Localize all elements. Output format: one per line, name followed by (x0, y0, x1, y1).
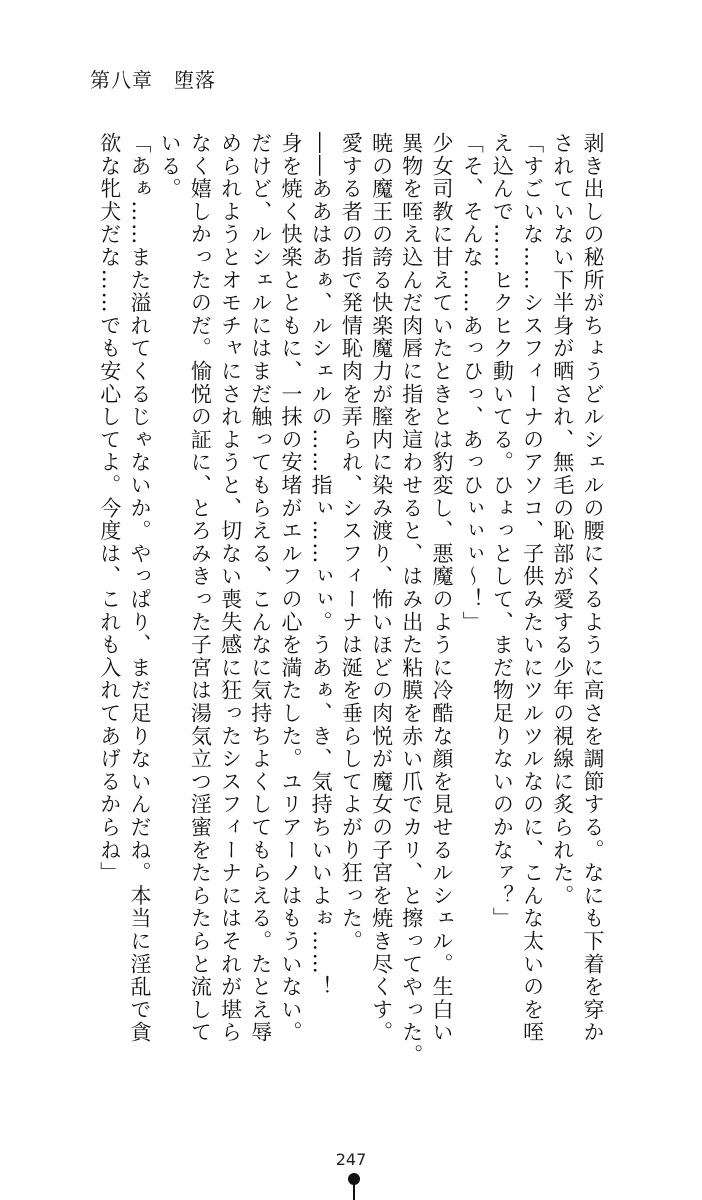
text-line: 少女司教に甘えていたときとは豹変し、悪魔のように冷酷な顔を見せるルシェル。生白い (429, 132, 454, 1044)
text-line: 暁の魔王の誇る快楽魔力が膣内に染み渡り、怖いほどの肉悦が魔女の子宮を焼き尽くす。 (369, 132, 394, 1044)
text-line: いる。 (158, 132, 183, 201)
text-line: 「すごいな……シスフィーナのアソコ、子供みたいにツルツルなのに、こんな太いのを咥 (520, 132, 545, 1044)
text-line: められようとオモチャにされようと、切ない喪失感に狂ったシスフィーナにはそれが堪ら (218, 132, 243, 1044)
text-line: 愛する者の指で発情恥肉を弄られ、シスフィーナは涎を垂らしてよがり狂った。 (339, 132, 364, 953)
text-line: されていない下半身が晒され、無毛の恥部が愛する少年の視線に炙られた。 (550, 132, 575, 908)
bookmark-line (353, 1183, 355, 1200)
vertical-text-body (90, 132, 608, 1076)
text-line: え込んで……ヒクヒク動いてる。ひょっとして、まだ物足りないのかなァ？」 (490, 132, 515, 930)
text-line: 「そ、そんな……あっひっ、あっひぃぃぃ〜！」 (460, 132, 485, 634)
text-line: 欲な牝犬だな……でも安心してよ。今度は、これも入れてあげるからね」 (97, 132, 122, 885)
page-number: 247 (335, 1150, 367, 1169)
text-line: 剥き出しの秘所がちょうどルシェルの腰にくるように高さを調節する。なにも下着を穿か (581, 132, 605, 1044)
chapter-header: 第八章 堕落 (90, 68, 216, 92)
text-line: 「あぁ……また溢れてくるじゃないか。やっぱり、まだ足りないんだね。本当に淫乱で貪 (127, 132, 152, 1044)
text-line: 身を焼く快楽とともに、一抹の安堵がエルフの心を満たした。ユリアーノはもういない。 (278, 132, 303, 1044)
text-line: だけど、ルシェルにはまだ触ってもらえる、こんなに気持ちよくしてもらえる。たとえ辱 (248, 132, 273, 1044)
text-line: 異物を咥え込んだ肉唇に指を這わせると、はみ出た粘膜を赤い爪でカリ、と擦ってやった。 (399, 132, 424, 1067)
text-line: なく嬉しかったのだ。愉悦の証に、とろみきった子宮は湯気立つ淫蜜をたらたらと流して (188, 132, 213, 1044)
text-line: ――ああはあぁ、ルシェルの……指ぃ……ぃぃ。うあぁ、き、気持ちいいよぉ……！ (309, 132, 334, 999)
